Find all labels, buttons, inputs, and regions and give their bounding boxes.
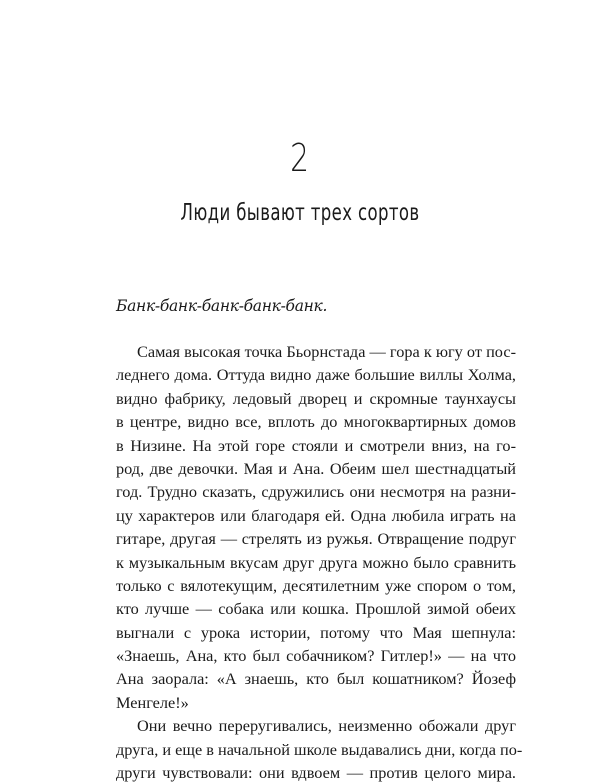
text-line: цу характеров или благодаря ей. Одна любила играть на <box>116 505 516 525</box>
text-line: род, две девочки. Мая и Ана. Обеим шел шестнадцатый <box>116 458 516 478</box>
text-line: в Низине. На этой горе стояли и смотрели вниз, на го- <box>116 435 516 455</box>
text-line: Менгеле!» <box>116 692 189 712</box>
text-line: год. Трудно сказать, сдружились они несмотря на разни- <box>116 482 516 502</box>
paragraph-2 <box>116 714 523 784</box>
text-line: видно фабрику, ледовый дворец и скромные таунхаусы <box>116 388 516 408</box>
text-line: Самая высокая точка Бьорнстада — гора к югу от пос- <box>137 342 516 361</box>
chapter-number: 2 <box>290 136 310 180</box>
text-line: только с вялотекущим, десятилетним уже спором о том, <box>116 575 516 595</box>
body-text <box>116 340 523 784</box>
text-line: «Знаешь, Ана, кто был собачником? Гитлер!» — на что <box>116 646 516 666</box>
paragraph-1 <box>116 340 516 714</box>
text-line: леднего дома. Оттуда видно даже большие виллы Холма, <box>116 365 516 385</box>
text-line: к музыкальным вкусам друг друга можно было сравнить <box>116 552 516 572</box>
text-line: выгнали с урока истории, потому что Мая шепнула: <box>116 622 516 642</box>
text-line: в центре, видно все, вплоть до многоквартирных домов <box>116 412 516 432</box>
text-line: кто лучше — собака или кошка. Прошлой зимой обеих <box>116 599 516 619</box>
text-line: Ана заорала: «А знаешь, кто был кошатником? Йозеф <box>116 669 516 689</box>
epigraph: Банк-банк-банк-банк-банк. <box>116 297 328 315</box>
text-line: гитаре, другая — стрелять из ружья. Отвращение подруг <box>116 529 516 549</box>
text-line: други чувствовали: они вдвоем — против целого мира. <box>116 763 516 783</box>
chapter-title: Люди бывают трех сортов <box>180 200 420 226</box>
text-line: Они вечно переругивались, неизменно обожали друг <box>137 716 516 736</box>
text-line: друга, и еще в начальной школе выдавались дни, когда по- <box>116 739 523 759</box>
